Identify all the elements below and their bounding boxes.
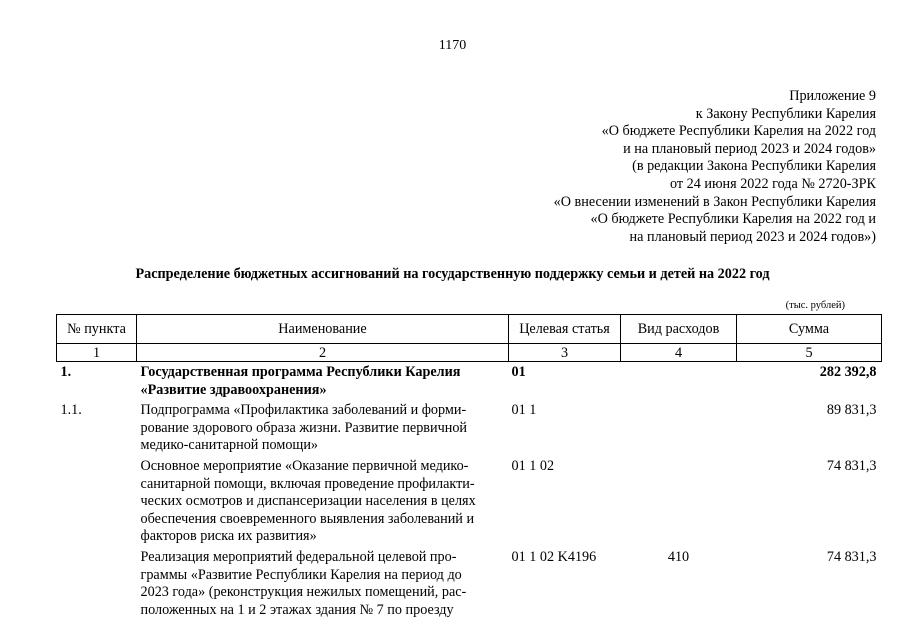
row-name (137, 549, 509, 622)
row-name-line: «Развитие здравоохранения» (140, 381, 327, 398)
appendix-line: к Закону Республики Карелия (695, 105, 876, 122)
row-amount: 74 831,3 (826, 548, 877, 565)
row-name-line: 2023 года» (реконструкция нежилых помещений, рас- (140, 584, 467, 601)
row-item-number: 1. (60, 364, 72, 380)
column-number-row (57, 344, 882, 362)
appendix-line: (в редакции Закона Республики Карелия (632, 158, 876, 175)
budget-table (56, 314, 882, 622)
row-target-article: 01 1 02 (511, 457, 555, 474)
row-name-line: санитарной помощи, включая проведение профилакти- (140, 475, 475, 492)
row-item-number: 1.1. (60, 402, 82, 419)
row-name (137, 402, 509, 458)
row-item-number (57, 549, 137, 622)
appendix-line: «О бюджете Республики Карелия на 2022 год (601, 123, 876, 140)
appendix-header (554, 88, 876, 246)
row-amount: 282 392,8 (819, 364, 877, 380)
row-target-article: 01 1 (511, 402, 537, 419)
row-name-line: Реализация мероприятий федеральной целевой про- (140, 548, 457, 565)
appendix-line: «О бюджете Республики Карелия на 2022 год и (590, 211, 876, 228)
row-name-line: Государственная программа Республики Карелия (140, 364, 461, 380)
header-name: Наименование (137, 315, 509, 344)
column-number: 5 (737, 344, 882, 362)
row-name (137, 458, 509, 549)
column-number: 2 (137, 344, 509, 362)
row-amount: 89 831,3 (826, 402, 877, 419)
appendix-line: «О внесении изменений в Закон Республики Карелия (553, 193, 876, 210)
column-number: 3 (509, 344, 621, 362)
appendix-line: и на плановый период 2023 и 2024 годов» (623, 140, 876, 157)
appendix-line: на плановый период 2023 и 2024 годов») (629, 228, 876, 245)
table-row (57, 362, 882, 403)
table-body (57, 362, 882, 623)
row-name-line: факторов риска их развития» (140, 528, 317, 545)
table-row (57, 458, 882, 549)
row-name-line: обеспечения своевременного выявления заболеваний и (140, 510, 475, 527)
appendix-line: Приложение 9 (789, 88, 876, 104)
header-item-number: № пункта (57, 315, 137, 344)
header-amount: Сумма (737, 315, 882, 344)
row-name-line: граммы «Развитие Республики Карелия на период до (140, 566, 462, 583)
header-expense-type: Вид расходов (621, 315, 737, 344)
row-target-article: 01 1 02 K4196 (511, 548, 597, 565)
row-expense-type (621, 458, 737, 549)
document-title: Распределение бюджетных ассигнований на государственную поддержку семьи и детей на 2022 год (135, 266, 770, 282)
row-name-line: ческих осмотров и диспансеризации населения в целях (140, 493, 476, 510)
column-number: 4 (621, 344, 737, 362)
row-amount: 74 831,3 (826, 457, 877, 474)
column-number: 1 (57, 344, 137, 362)
row-expense-type (621, 362, 737, 403)
row-name-line: Основное мероприятие «Оказание первичной медико- (140, 457, 469, 474)
table-row (57, 549, 882, 622)
row-expense-type: 410 (667, 548, 690, 565)
row-name (137, 362, 509, 403)
page-number: 1170 (438, 38, 467, 53)
row-target-article: 01 (511, 364, 526, 380)
appendix-line: от 24 июня 2022 года № 2720-ЗРК (669, 175, 876, 192)
header-target-article: Целевая статья (509, 315, 621, 344)
row-expense-type (621, 402, 737, 458)
table-header-row (57, 315, 882, 344)
table-row (57, 402, 882, 458)
row-name-line: медико-санитарной помощи» (140, 437, 319, 454)
row-item-number (57, 458, 137, 549)
units-note: (тыс. рублей) (785, 300, 845, 311)
row-name-line: положенных на 1 и 2 этажах здания № 7 по проезду (140, 601, 454, 618)
row-name-line: Подпрограмма «Профилактика заболеваний и форми- (140, 402, 467, 419)
row-name-line: рование здорового образа жизни. Развитие первичной (140, 419, 468, 436)
